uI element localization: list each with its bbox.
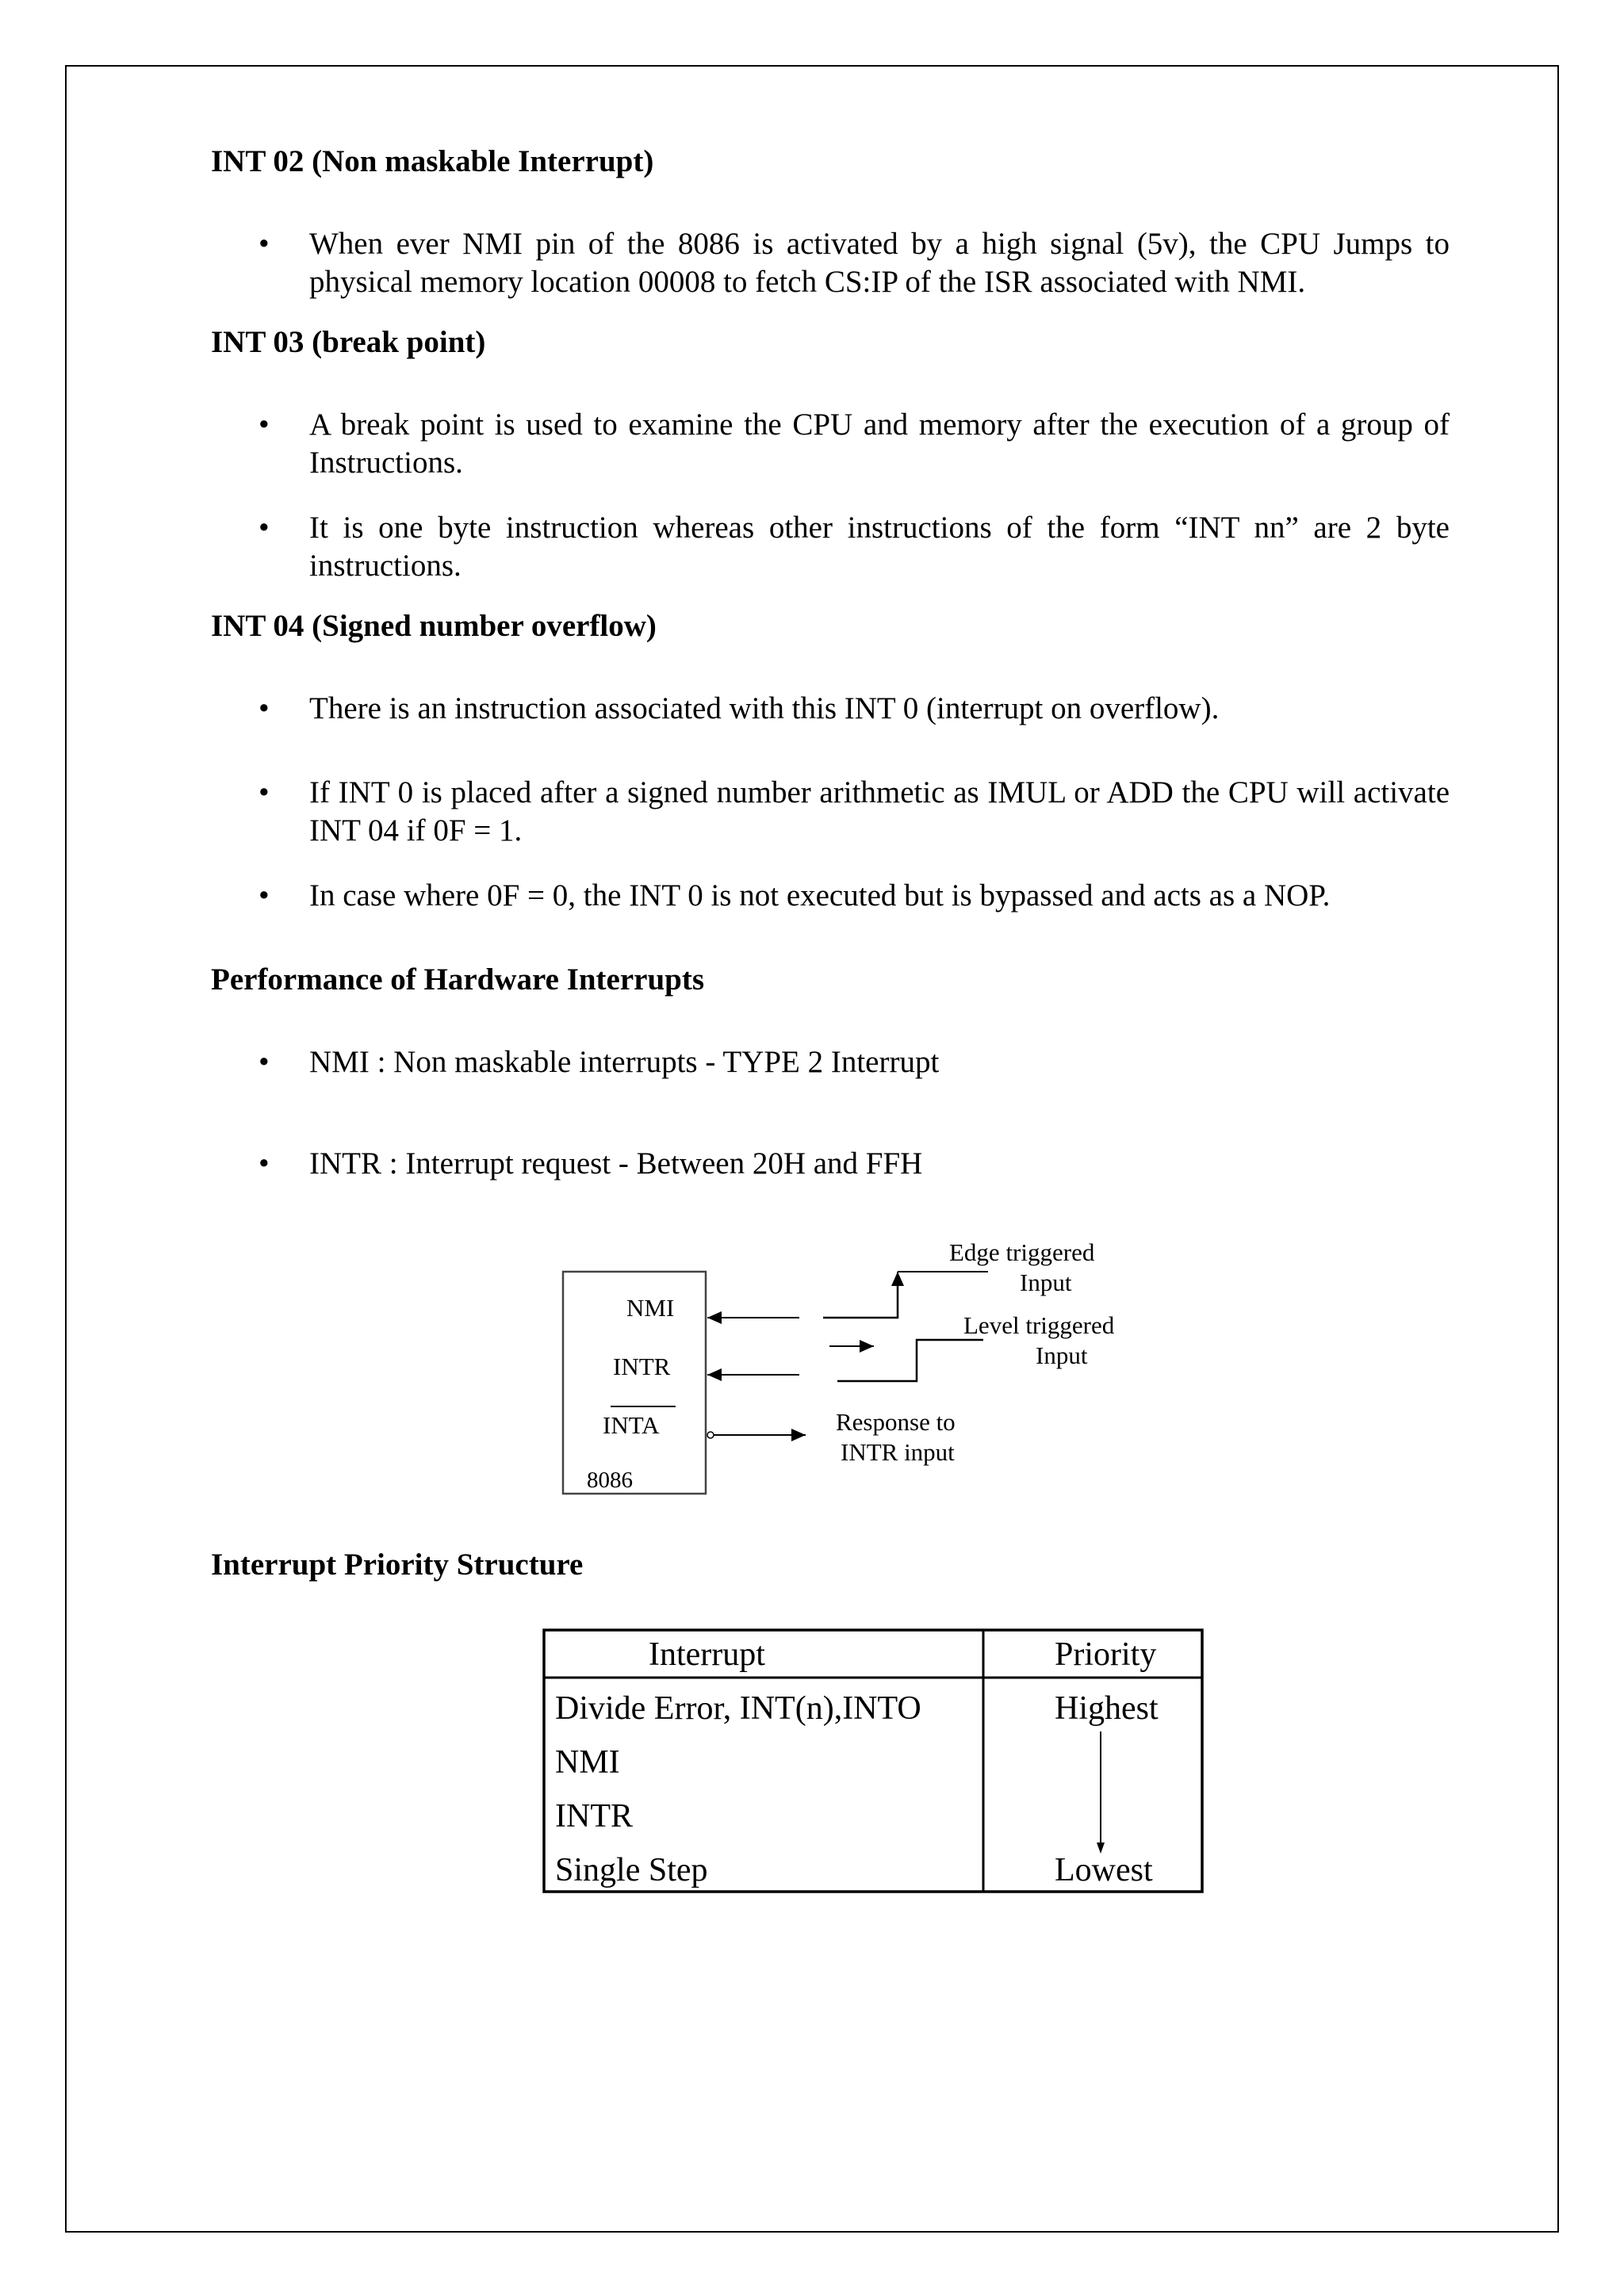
- pin-inta-label: INTA: [603, 1411, 660, 1439]
- bullet-icon: •: [259, 775, 270, 809]
- edge-label-line2: Input: [1020, 1269, 1072, 1296]
- level-label-line2: Input: [1036, 1341, 1088, 1369]
- bullet-list-int04: [211, 690, 1450, 915]
- pin-nmi-label: NMI: [626, 1294, 675, 1322]
- bullet-icon: •: [259, 1045, 270, 1079]
- priority-heading: Interrupt Priority Structure: [211, 1548, 584, 1582]
- edge-label-line1: Edge triggered: [949, 1238, 1095, 1266]
- priority-lowest-label: Lowest: [1055, 1852, 1153, 1888]
- bullet-text: If INT 0 is placed after a signed number arithmetic as IMUL or ADD the CPU will activate INT 04 if 0F = 1.: [309, 775, 1450, 848]
- bullet-item: [211, 406, 1450, 482]
- bullet-icon: •: [259, 408, 270, 442]
- table-row-interrupt: Single Step: [555, 1852, 708, 1888]
- interrupt-pin-diagram: [555, 1237, 1189, 1506]
- bullet-item: [211, 509, 1450, 585]
- bullet-text: A break point is used to examine the CPU and memory after the execution of a group of Instructions.: [309, 408, 1450, 480]
- table-row-interrupt: NMI: [555, 1744, 620, 1781]
- bullet-item: [211, 1145, 1450, 1183]
- bullet-text: There is an instruction associated with this INT 0 (interrupt on overflow).: [309, 691, 1220, 725]
- bullet-item: [211, 877, 1450, 915]
- table-header-priority: Priority: [1055, 1636, 1157, 1673]
- section-heading-int02: INT 02 (Non maskable Interrupt): [211, 144, 654, 178]
- bullet-list-int03: [211, 406, 1450, 585]
- bullet-icon: •: [259, 878, 270, 913]
- bullet-icon: •: [259, 511, 270, 545]
- document-content: [211, 143, 1450, 1183]
- bullet-item: [211, 774, 1450, 850]
- interrupt-pin-diagram-svg: [555, 1237, 1189, 1506]
- bullet-icon: •: [259, 1146, 270, 1181]
- section-heading-int03: INT 03 (break point): [211, 325, 486, 359]
- priority-highest-label: Highest: [1055, 1690, 1159, 1727]
- bullet-list-int02: [211, 225, 1450, 301]
- bullet-item: [211, 1043, 1450, 1081]
- bullet-icon: •: [259, 691, 270, 725]
- bullet-icon: •: [259, 227, 270, 261]
- bullet-item: [211, 690, 1450, 728]
- section-heading-int04: INT 04 (Signed number overflow): [211, 609, 657, 643]
- table-header-interrupt: Interrupt: [649, 1636, 765, 1673]
- section-heading-hardware-interrupts: Performance of Hardware Interrupts: [211, 962, 705, 997]
- level-label-line1: Level triggered: [963, 1311, 1115, 1339]
- bullet-list-hardware-interrupts: [211, 1043, 1450, 1183]
- edge-waveform: [823, 1275, 898, 1318]
- bullet-text: When ever NMI pin of the 8086 is activated by a high signal (5v), the CPU Jumps to physical memory location 00008 to fetch CS:IP of the ISR associated with NMI.: [309, 227, 1450, 299]
- priority-table: [542, 1628, 1204, 1893]
- inta-bubble: [707, 1432, 714, 1438]
- bullet-text: It is one byte instruction whereas other instructions of the form “INT nn” are 2 byte instructions.: [309, 511, 1450, 583]
- table-row-interrupt: INTR: [555, 1798, 633, 1835]
- chip-label: 8086: [587, 1468, 633, 1493]
- response-label-line2: INTR input: [841, 1438, 955, 1466]
- response-label-line1: Response to: [836, 1408, 956, 1436]
- pin-intr-label: INTR: [613, 1353, 671, 1380]
- bullet-text: NMI : Non maskable interrupts - TYPE 2 Interrupt: [309, 1045, 940, 1079]
- priority-table-svg: [542, 1628, 1204, 1893]
- table-row-interrupt: Divide Error, INT(n),INTO: [555, 1690, 921, 1727]
- bullet-text: In case where 0F = 0, the INT 0 is not executed but is bypassed and acts as a NOP.: [309, 878, 1331, 913]
- bullet-text: INTR : Interrupt request - Between 20H and FFH: [309, 1146, 923, 1181]
- bullet-item: [211, 225, 1450, 301]
